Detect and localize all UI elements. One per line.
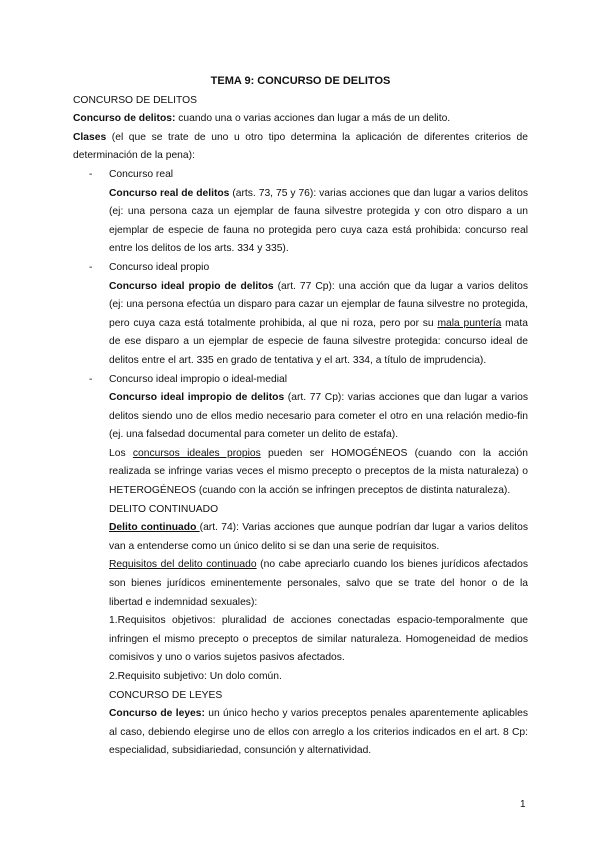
clases-term: Clases [73, 131, 107, 143]
delito-continuado-paragraph [73, 519, 528, 556]
concurso-real-paragraph [73, 185, 528, 259]
concursos-ideales-rest: pueden ser HOMOGÉNEOS (cuando con la acción realizada se infringe varias veces el mismo precepto o preceptos de la mista naturaleza) o HETEROGÉNEOS (cuando con la acción se infringen preceptos de distinta naturaleza). [109, 447, 528, 497]
section-heading-concurso-delitos: CONCURSO DE DELITOS [73, 94, 197, 106]
requisitos-underlined: Requisitos del delito continuado [109, 559, 257, 571]
concurso-leyes-text: un único hecho y varios preceptos penales aparentemente aplicables al caso, debiendo elegirse uno de ellos con arreglo a los criterios indicados en el art. 8 Cp: especialidad, subsidiariedad, consunción y alternatividad. [109, 708, 528, 757]
concurso-leyes-paragraph [73, 705, 528, 761]
concurso-real-text: (arts. 73, 75 y 76): varias acciones que dan lugar a varios delitos (ej: una persona caza un ejemplar de fauna silvestre protegida y con otro disparo a un ejemplar de especie de fauna no protegida pero cuya caza está prohibida: concurso real entre los delitos de los arts. 334 y 335). [109, 187, 528, 255]
requisitos-paragraph [73, 556, 528, 612]
clases-text: (el que se trate de uno u otro tipo determina la aplicación de diferentes criterios de determinación de la pena): [73, 131, 528, 162]
document-page [73, 72, 528, 761]
bullet-concurso-ideal-propio: - Concurso ideal propio [73, 259, 528, 278]
concurso-leyes-term: Concurso de leyes: [109, 708, 205, 720]
delito-continuado-text: (art. 74): Varias acciones que aunque podrían dar lugar a varios delitos van a entenderse como un único delito si se dan una serie de requisitos. [109, 522, 528, 552]
mala-punteria-underlined: mala puntería [437, 317, 502, 329]
definition-text: cuando una o varias acciones dan lugar a más de un delito. [175, 113, 451, 125]
concurso-ideal-propio-text-b: mata de ese disparo a un ejemplar de especie de fauna silvestre protegida: concurso ideal de delitos entre el art. 335 en grado de tentativa y el art. 334, a título de imprudencia). [109, 317, 528, 366]
section-heading-delito-continuado: DELITO CONTINUADO [109, 503, 219, 515]
concursos-ideales-underlined: concursos ideales propios [132, 447, 261, 459]
bullet-concurso-real: - Concurso real [73, 166, 528, 185]
concurso-real-term: Concurso real de delitos [109, 187, 230, 199]
concurso-ideal-propio-paragraph [73, 278, 528, 371]
clases-paragraph [73, 129, 528, 166]
page-number: 1 [520, 799, 526, 810]
concurso-ideal-propio-term: Concurso ideal propio de delitos [109, 280, 274, 292]
concurso-ideal-impropio-paragraph [73, 389, 528, 445]
requisitos-objetivos-item: 1.Requisitos objetivos: pluralidad de acciones conectadas espacio-temporalmente que infringen el mismo precepto o preceptos de similar naturaleza. Homogeneidad de medios comisivos y uno o varios sujetos pasivos afectados. [109, 615, 528, 664]
concurso-ideal-impropio-text: (art. 77 Cp): varias acciones que dan lugar a varios delitos siendo uno de ellos medio necesario para cometer el otro en una relación medio-fin (ej. una falsedad documental para cometer un delito de estafa). [109, 392, 528, 441]
definition-paragraph [73, 110, 528, 129]
concursos-ideales-paragraph [73, 445, 528, 501]
bullet-concurso-ideal-impropio: - Concurso ideal impropio o ideal-medial [73, 371, 528, 390]
document-title: TEMA 9: CONCURSO DE DELITOS [210, 75, 391, 87]
concurso-ideal-propio-text-a: (art. 77 Cp): una acción que da lugar a varios delitos (ej: una persona efectúa un disparo para cazar un ejemplar de fauna silvestre no protegida, pero cuya caza está totalmente prohibida, al que ni roza, pero por su [109, 280, 528, 329]
section-heading-concurso-leyes: CONCURSO DE LEYES [109, 689, 223, 701]
los-text: Los [109, 447, 133, 459]
requisitos-text: (no cabe apreciarlo cuando los bienes jurídicos afectados son bienes jurídicos eminentemente personales, salvo que se trate del honor o de la libertad e indemnidad sexuales): [109, 559, 529, 608]
delito-continuado-term: Delito continuado [109, 522, 200, 534]
requisito-subjetivo-item: 2.Requisito subjetivo: Un dolo común. [109, 671, 282, 682]
definition-term: Concurso de delitos: [73, 113, 176, 125]
concurso-ideal-impropio-term: Concurso ideal impropio de delitos [109, 392, 285, 404]
